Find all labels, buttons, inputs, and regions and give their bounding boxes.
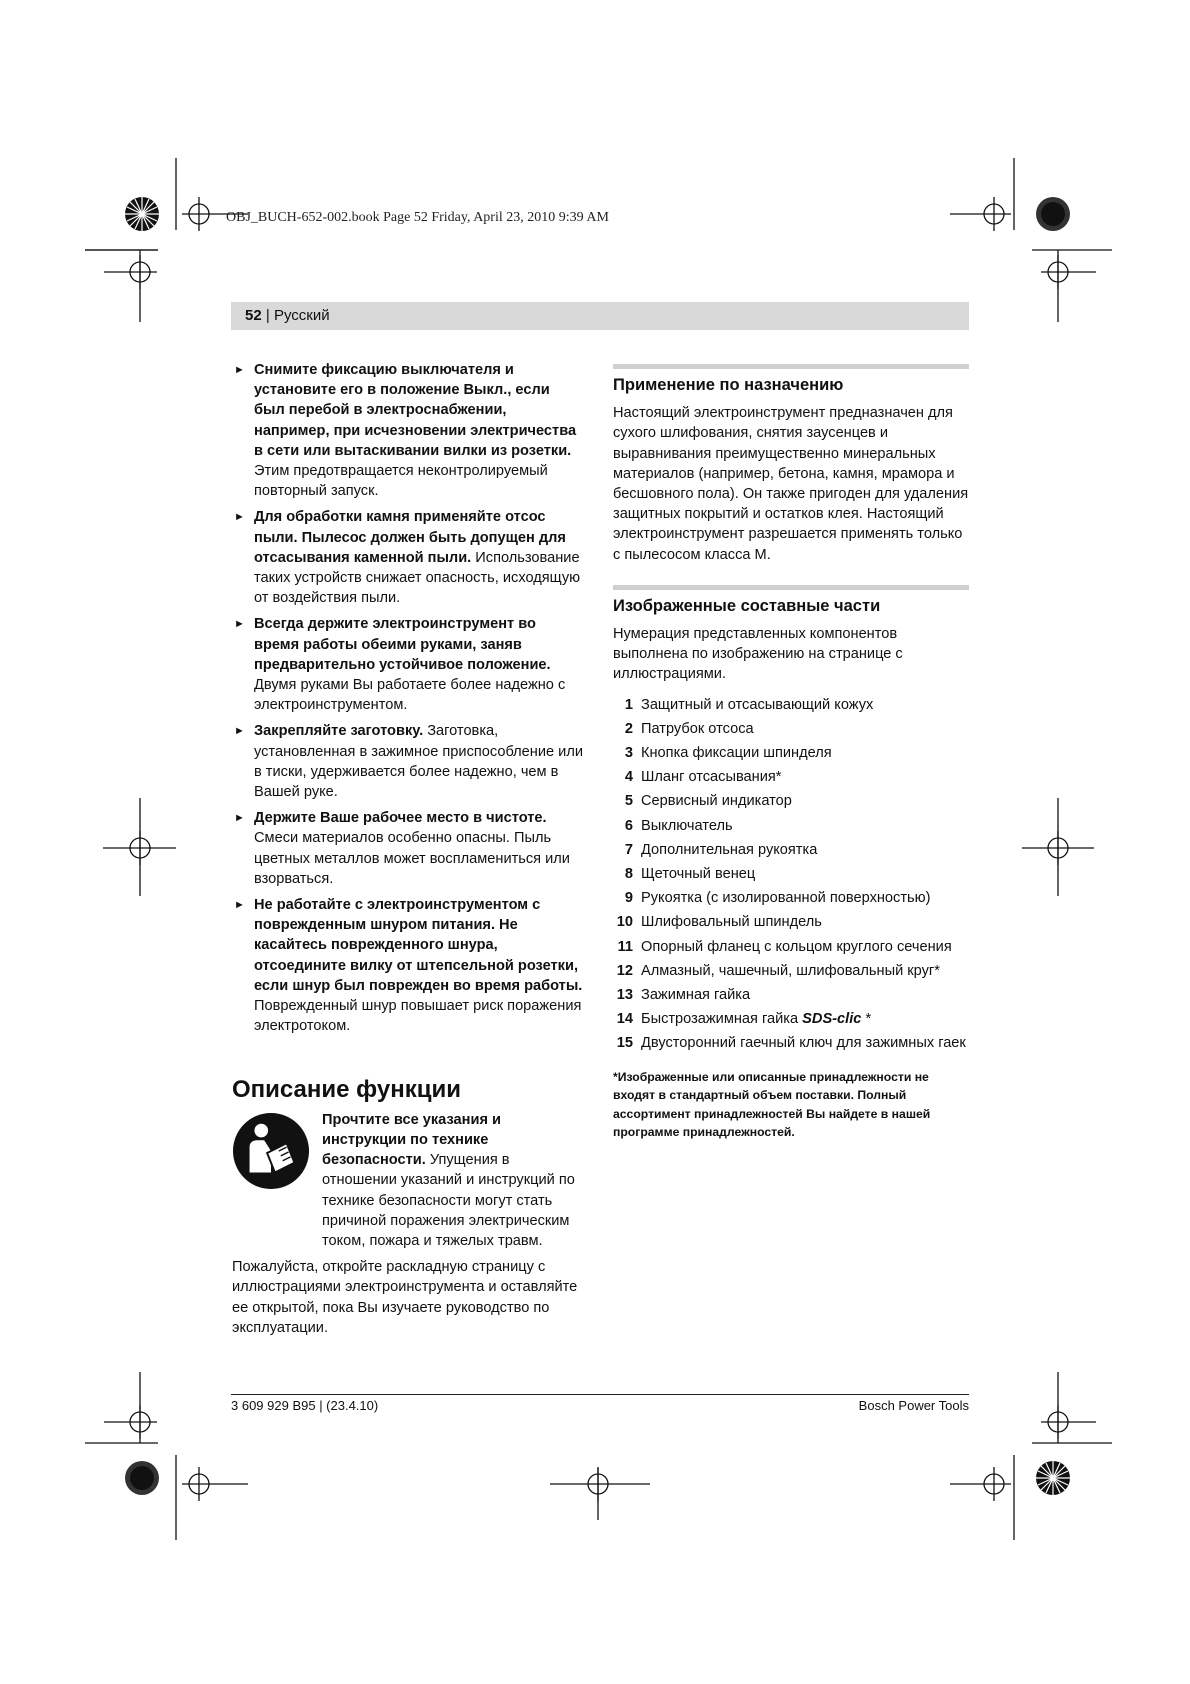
list-item: 8 Щеточный венец [624,866,756,883]
read-manual-icon [232,1112,310,1190]
left-column [232,360,584,1344]
list-item: 15 Двусторонний гаечный ключ для зажимных гаек [616,1035,966,1052]
read-instructions-block [232,1110,584,1251]
list-item: 12 Алмазный, чашечный, шлифовальный круг* [616,962,940,979]
safety-bullet: ► Всегда держите электроинструмент во время работы обеими руками, заняв предварительно устойчивое положение. Двумя руками Вы работаете более надежно с электроинструментом. [234,616,566,714]
list-item: 3 Кнопка фиксации шпинделя [624,745,832,762]
bullet-arrow-icon: ► [234,364,245,376]
bullet-arrow-icon: ► [234,511,245,524]
list-item: 13 Зажимная гайка [616,987,751,1004]
list-item: 1 Защитный и отсасывающий кожух [624,696,874,713]
foldout-paragraph: Пожалуйста, откройте раскладную страницу с иллюстрациями электроинструмента и оставляйте ее открытой, пока Вы изучаете руководство по эксплуатации. [232,1259,578,1336]
header-separator: | [265,307,270,324]
page-number: 52 [245,307,262,324]
bullet-arrow-icon: ► [234,899,245,912]
list-item: 11 Опорный фланец с кольцом круглого сечения [617,938,952,955]
bullet-arrow-icon: ► [234,618,245,631]
list-item: 6 Выключатель [624,817,733,834]
safety-bullet: ► Для обработки камня применяйте отсос пыли. Пылесос должен быть допущен для отсасывания каменной пыли. Использование таких устройств снижает опасность, исходящую от воздействия пыли. [234,509,581,607]
print-header: OBJ_BUCH-652-002.book Page 52 Friday, April 23, 2010 9:39 AM [226,210,609,225]
footer-doc-number: 3 609 929 B95 | (23.4.10) [231,1398,379,1413]
list-item: 9 Рукоятка (с изолированной поверхностью) [624,890,931,907]
components-intro: Нумерация представленных компонентов выполнена по изображению на странице с иллюстрациями. [613,626,903,683]
safety-bullet: ► Не работайте с электроинструментом с поврежденным шнуром питания. Не касайтесь поврежденного шнура, отсоедините вилку от штепсельной розетки, если шнур был поврежден во время работы. Поврежденный шнур повышает риск поражения электротоком. [234,897,583,1035]
right-column [613,364,969,1142]
section-title: Описание функции [232,1075,461,1103]
list-item: 5 Сервисный индикатор [624,793,792,810]
list-item: 10 Шлифовальный шпиндель [616,914,822,931]
components-title: Изображенные составные части [613,596,881,615]
footer-brand: Bosch Power Tools [858,1398,969,1413]
list-item: 2 Патрубок отсоса [624,720,754,737]
list-item: 4 Шланг отсасывания* [624,769,782,786]
intended-use-title: Применение по назначению [613,376,844,394]
safety-bullet: ► Снимите фиксацию выключателя и установите его в положение Выкл., если был перебой в электроснабжении, например, при исчезновении электричества в сети или вытаскивании вилки из розетки. Этим предотвращается неконтролируемый повторный запуск. [234,362,577,500]
list-item: 14 Быстрозажимная гайка SDS-clic * [616,1011,872,1028]
intended-use-text: Настоящий электроинструмент предназначен для сухого шлифования, снятия заусенцев и выравнивания преимущественно минеральных материалов (например, бетона, камня, мрамора и бесшовного пола). Он также пригоден для удаления защитных покрытий и остатков клея. Настоящий электроинструмент разрешается применять только с пылесосом класса М. [613,405,969,563]
list-item: 7 Дополнительная рукоятка [624,841,818,858]
parts-list [613,695,969,1054]
bullet-arrow-icon: ► [234,725,245,738]
header-language: Русский [273,307,330,324]
bullet-arrow-icon: ► [234,812,245,825]
intended-use-section [613,364,969,565]
sds-clic-brand: SDS-clic [802,1011,862,1028]
safety-bullet: ► Закрепляйте заготовку. Заготовка, установленная в зажимное приспособление или в тиски, удерживается более надежно, чем в Вашей руке. [234,723,583,801]
page-header-bar [231,302,969,330]
footer-rule [231,1394,969,1395]
components-section [613,585,969,1142]
accessories-footnote: *Изображенные или описанные принадлежности не входят в стандартный объем поставки. Полный ассортимент принадлежностей Вы найдете в нашей программе принадлежностей. [613,1069,931,1140]
read-instructions-text: Прочтите все указания и инструкции по технике безопасности. Упущения в отношении указаний и инструкций по технике безопасности могут стать причиной поражения электрическим током, пожара и тяжелых травм. [322,1111,575,1249]
safety-bullet: ► Держите Ваше рабочее место в чистоте. Смеси материалов особенно опасны. Пыль цветных металлов может воспламениться или взорваться. [234,810,570,887]
